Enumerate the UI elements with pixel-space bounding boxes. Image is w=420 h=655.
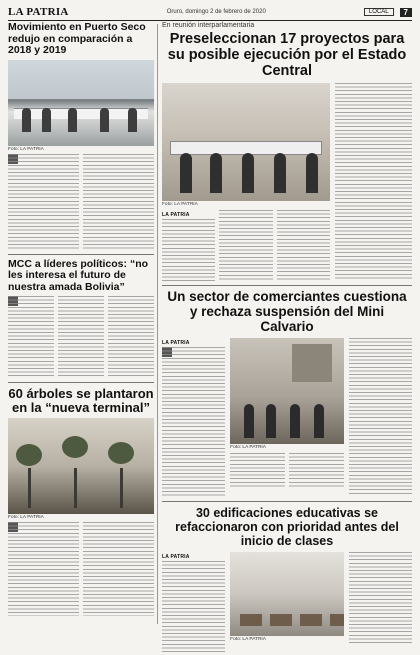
center-area (230, 338, 344, 497)
byline: LA PATRIA (162, 553, 190, 560)
photo-figure (274, 153, 286, 193)
text-lines (83, 522, 154, 616)
story-photo (8, 60, 154, 146)
photo-figure (290, 404, 300, 438)
photo-figure (242, 153, 254, 193)
headline: Preseleccionan 17 proyectos para su posible ejecución por el Estado Central (167, 31, 407, 79)
body-text (230, 453, 344, 489)
photo-tree (28, 468, 31, 508)
kicker: En reunión interparlamentaria (162, 22, 255, 29)
center-area (230, 552, 344, 653)
story-photo (230, 552, 344, 636)
text-lines (83, 154, 154, 250)
text-lines (349, 552, 412, 644)
photo-caption: Foto: LA PATRIA (8, 146, 44, 152)
text-lines (162, 219, 215, 281)
photo-caption: Foto: LA PATRIA (162, 202, 198, 207)
story-arboles (8, 387, 154, 617)
left-column (8, 22, 154, 618)
headline: Movimiento en Puerto Seco redujo en comparación a 2018 y 2019 (8, 21, 146, 56)
photo-figure (100, 108, 109, 132)
section-label: LOCAL (364, 8, 394, 16)
body-text (8, 296, 154, 378)
byline: LA PATRIA (162, 340, 190, 347)
photo-tree (62, 436, 88, 458)
photo-tree (108, 442, 134, 464)
text-lines (8, 154, 79, 250)
headline: Un sector de comerciantes cuestiona y rechaza suspensión del Mini Calvario (167, 289, 407, 335)
photo-figure (244, 404, 254, 438)
photo-tree (74, 468, 77, 508)
story-puerto-seco (8, 22, 154, 250)
story-edificaciones (162, 506, 412, 653)
side-text (335, 83, 412, 281)
text-left (162, 552, 225, 653)
photo-tree (16, 444, 42, 466)
text-right (349, 552, 412, 653)
photo-tree (120, 468, 123, 508)
photo-figure (128, 108, 137, 132)
text-lines (349, 338, 412, 496)
story-body (162, 83, 412, 281)
photo-caption: Foto: LA PATRIA (230, 445, 266, 451)
photo-figure (266, 404, 276, 438)
text-lines (277, 210, 330, 280)
story-body (162, 338, 412, 497)
photo-desk (300, 614, 322, 626)
story-divider (8, 254, 154, 255)
text-left (162, 338, 225, 497)
body-text (162, 210, 330, 281)
right-column (162, 22, 412, 655)
text-lines (162, 347, 225, 497)
story-mini-calvario (162, 289, 412, 497)
photo-desk (240, 614, 262, 626)
text-lines (335, 83, 412, 279)
masthead (8, 6, 412, 21)
text-lines (108, 296, 154, 378)
photo-figure (210, 153, 222, 193)
photo-desk (270, 614, 292, 626)
text-lines (162, 561, 225, 653)
story-divider (162, 501, 412, 502)
body-text (8, 154, 154, 250)
photo-figure (22, 108, 31, 132)
headline: 60 árboles se plantaron en la “nueva terminal” (8, 385, 154, 415)
text-lines (230, 453, 285, 489)
newspaper-brand: LA PATRIA (8, 6, 69, 18)
photo-figure (180, 153, 192, 193)
text-right (349, 338, 412, 497)
main-area (162, 83, 330, 281)
text-lines (58, 296, 104, 378)
story-body (162, 552, 412, 653)
story-photo (8, 418, 154, 514)
text-lines (8, 522, 79, 616)
photo-figure (42, 108, 51, 132)
photo-figure (306, 153, 318, 193)
story-divider (162, 285, 412, 286)
story-proyectos (162, 22, 412, 281)
headline: 30 edificaciones educativas se refaccionaron con prioridad antes del inicio de clases (175, 505, 399, 548)
photo-figure (68, 108, 77, 132)
dateline: Oruro, domingo 2 de febrero de 2020 (166, 9, 266, 15)
photo-caption: Foto: LA PATRIA (230, 636, 266, 642)
photo-caption: Foto: LA PATRIA (8, 514, 44, 520)
column-divider (157, 24, 158, 624)
text-lines (219, 210, 272, 280)
story-photo (230, 338, 344, 444)
page-number: 7 (400, 8, 412, 17)
photo-desk (330, 614, 344, 626)
photo-figure (314, 404, 324, 438)
body-text (8, 522, 154, 616)
text-lines (289, 453, 344, 489)
story-divider (8, 382, 154, 383)
story-mcc (8, 259, 154, 379)
text-lines (8, 296, 54, 378)
photo-building (292, 344, 332, 382)
byline: LA PATRIA (162, 211, 190, 218)
headline: MCC a líderes políticos: “no les interesa el futuro de nuestra amada Bolivia” (8, 257, 149, 293)
story-photo (162, 83, 330, 201)
